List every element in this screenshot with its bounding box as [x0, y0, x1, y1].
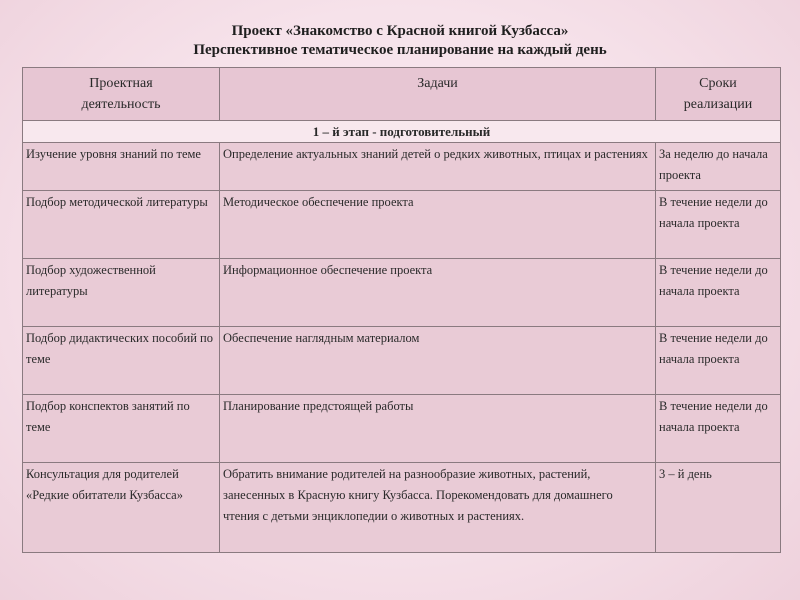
- header-tasks: Задачи: [220, 68, 656, 121]
- cell-term: 3 – й день: [656, 463, 781, 553]
- title-line-2: Перспективное тематическое планирование на каждый день: [193, 42, 607, 58]
- table-header-row: [23, 68, 781, 121]
- cell-task: Определение актуальных знаний детей о редких животных, птицах и растениях: [220, 143, 656, 191]
- table-row: [23, 327, 781, 395]
- stage-label: 1 – й этап - подготовительный: [23, 121, 781, 143]
- stage-row: [23, 121, 781, 143]
- table-row: [23, 191, 781, 259]
- header-activity-line2: деятельность: [81, 97, 161, 112]
- header-terms-line1: Сроки: [699, 76, 737, 91]
- title-line-1: Проект «Знакомство с Красной книгой Кузбасса»: [231, 23, 569, 39]
- table-row: [23, 143, 781, 191]
- cell-task: Методическое обеспечение проекта: [220, 191, 656, 259]
- cell-activity: Подбор методической литературы: [23, 191, 220, 259]
- page-title: [0, 22, 800, 60]
- table-row: [23, 259, 781, 327]
- cell-activity: Изучение уровня знаний по теме: [23, 143, 220, 191]
- planning-table: [22, 67, 781, 553]
- header-terms: [656, 68, 781, 121]
- cell-activity: Подбор дидактических пособий по теме: [23, 327, 220, 395]
- table-row: [23, 395, 781, 463]
- cell-task: Планирование предстоящей работы: [220, 395, 656, 463]
- cell-activity: Подбор конспектов занятий по теме: [23, 395, 220, 463]
- cell-term: За неделю до начала проекта: [656, 143, 781, 191]
- header-activity-line1: Проектная: [89, 76, 153, 91]
- cell-task: Обратить внимание родителей на разнообразие животных, растений, занесенных в Красную книгу Кузбасса. Порекомендовать для домашнего чтения с детьми энциклопедии о животных и растениях.: [220, 463, 656, 553]
- cell-term: В течение недели до начала проекта: [656, 327, 781, 395]
- cell-term: В течение недели до начала проекта: [656, 259, 781, 327]
- cell-term: В течение недели до начала проекта: [656, 395, 781, 463]
- cell-term: В течение недели до начала проекта: [656, 191, 781, 259]
- cell-task: Обеспечение наглядным материалом: [220, 327, 656, 395]
- cell-activity: Подбор художественной литературы: [23, 259, 220, 327]
- cell-activity: Консультация для родителей «Редкие обитатели Кузбасса»: [23, 463, 220, 553]
- cell-task: Информационное обеспечение проекта: [220, 259, 656, 327]
- table-row: [23, 463, 781, 553]
- header-activity: [23, 68, 220, 121]
- header-terms-line2: реализации: [683, 97, 753, 112]
